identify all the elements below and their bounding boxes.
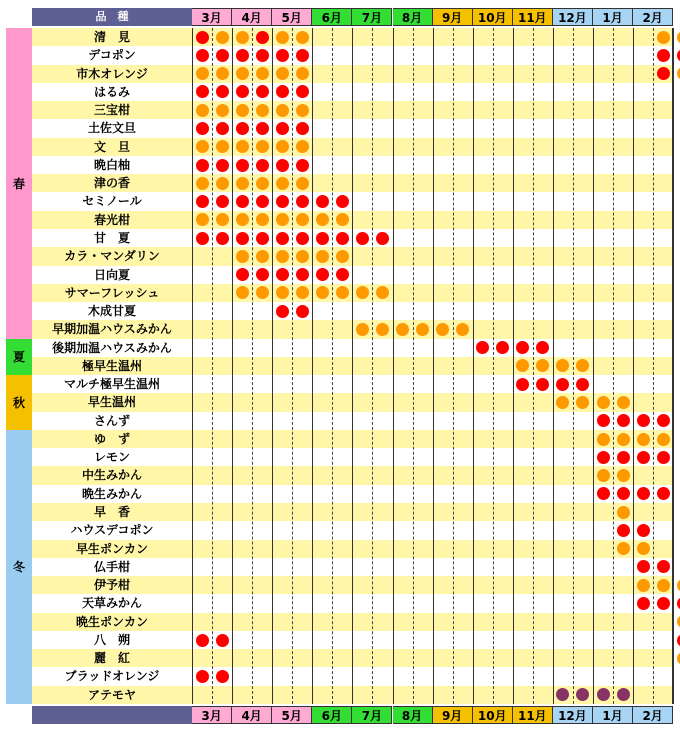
month-label: 6月 bbox=[312, 8, 352, 26]
variety-name: 仏手柑 bbox=[93, 559, 130, 574]
harvest-dot bbox=[276, 305, 289, 318]
harvest-dot bbox=[637, 542, 650, 555]
harvest-dot bbox=[256, 250, 269, 263]
variety-name: サマーフレッシュ bbox=[64, 285, 160, 300]
harvest-dot bbox=[637, 451, 650, 464]
grid-line bbox=[513, 28, 514, 704]
grid-line bbox=[573, 28, 574, 704]
harvest-dot bbox=[637, 579, 650, 592]
harvest-dot bbox=[196, 67, 209, 80]
variety-name: 中生みかん bbox=[81, 468, 142, 483]
harvest-dot bbox=[657, 487, 670, 500]
harvest-dot bbox=[336, 232, 349, 245]
grid-line bbox=[553, 28, 554, 704]
variety-name: 土佐文旦 bbox=[87, 121, 136, 136]
harvest-dot bbox=[416, 323, 429, 336]
harvest-dot bbox=[296, 104, 309, 117]
grid-line bbox=[673, 28, 674, 704]
season-label: 夏 bbox=[6, 339, 33, 376]
harvest-dot bbox=[256, 232, 269, 245]
harvest-dot bbox=[196, 195, 209, 208]
harvest-dot bbox=[356, 232, 369, 245]
grid-line bbox=[372, 28, 373, 704]
harvest-dot bbox=[216, 670, 229, 683]
harvest-dot bbox=[597, 414, 610, 427]
grid-line bbox=[413, 28, 414, 704]
harvest-dot bbox=[216, 195, 229, 208]
month-label: 11月 bbox=[513, 706, 553, 724]
harvest-dot bbox=[637, 524, 650, 537]
harvest-dot bbox=[296, 177, 309, 190]
harvest-dot bbox=[276, 195, 289, 208]
harvest-dot bbox=[657, 31, 670, 44]
harvest-dot bbox=[236, 213, 249, 226]
grid-line bbox=[252, 28, 253, 704]
variety-name: アテモヤ bbox=[87, 687, 136, 702]
grid-line bbox=[332, 28, 333, 704]
month-label: 10月 bbox=[473, 8, 513, 26]
harvest-dot bbox=[216, 213, 229, 226]
grid-line bbox=[473, 28, 474, 704]
variety-name: 甘 夏 bbox=[93, 230, 130, 245]
harvest-dot bbox=[296, 232, 309, 245]
harvest-dot bbox=[216, 67, 229, 80]
harvest-dot bbox=[236, 49, 249, 62]
harvest-dot bbox=[597, 451, 610, 464]
harvest-dot bbox=[216, 49, 229, 62]
month-label: 12月 bbox=[553, 8, 593, 26]
variety-name: マルチ極早生温州 bbox=[63, 377, 160, 392]
grid-line bbox=[613, 28, 614, 704]
harvest-dot bbox=[597, 688, 610, 701]
harvest-dot bbox=[637, 433, 650, 446]
grid-line bbox=[533, 28, 534, 704]
harvest-dot bbox=[617, 542, 630, 555]
harvest-dot bbox=[657, 433, 670, 446]
harvest-dot bbox=[256, 213, 269, 226]
harvest-dot bbox=[236, 268, 249, 281]
harvest-dot bbox=[637, 414, 650, 427]
grid-line bbox=[493, 28, 494, 704]
harvest-dot bbox=[276, 250, 289, 263]
harvest-dot bbox=[617, 433, 630, 446]
month-label: 1月 bbox=[593, 8, 633, 26]
month-label: 3月 bbox=[192, 706, 232, 724]
month-label: 12月 bbox=[553, 706, 593, 724]
harvest-dot bbox=[196, 177, 209, 190]
month-label: 2月 bbox=[633, 8, 673, 26]
harvest-dot bbox=[236, 31, 249, 44]
header-bar bbox=[32, 706, 192, 724]
month-label: 7月 bbox=[352, 706, 392, 724]
month-label: 1月 bbox=[593, 706, 633, 724]
variety-name: ハウスデコポン bbox=[70, 523, 154, 538]
variety-name: 後期加温ハウスみかん bbox=[52, 340, 172, 355]
harvest-dot bbox=[196, 232, 209, 245]
harvest-dot bbox=[236, 286, 249, 299]
header-title: 品 種 bbox=[95, 10, 129, 23]
harvest-dot bbox=[356, 323, 369, 336]
season-label: 春 bbox=[6, 28, 33, 339]
harvest-dot bbox=[276, 140, 289, 153]
harvest-dot bbox=[276, 213, 289, 226]
grid-line bbox=[653, 28, 654, 704]
harvest-dot bbox=[396, 323, 409, 336]
harvest-dot bbox=[336, 250, 349, 263]
grid-line bbox=[272, 28, 273, 704]
harvest-dot bbox=[196, 31, 209, 44]
grid-line bbox=[633, 28, 634, 704]
season-label: 冬 bbox=[6, 430, 33, 704]
harvest-dot bbox=[256, 67, 269, 80]
variety-name: 三宝柑 bbox=[93, 103, 130, 118]
grid-line bbox=[453, 28, 454, 704]
variety-name: 早 香 bbox=[93, 505, 130, 520]
harvest-dot bbox=[376, 232, 389, 245]
harvest-dot bbox=[336, 268, 349, 281]
harvest-dot bbox=[617, 396, 630, 409]
harvest-dot bbox=[236, 159, 249, 172]
variety-name: デコポン bbox=[88, 48, 136, 63]
harvest-dot bbox=[296, 268, 309, 281]
harvest-dot bbox=[196, 104, 209, 117]
month-label: 6月 bbox=[312, 706, 352, 724]
variety-name: 文 旦 bbox=[93, 139, 130, 154]
harvest-dot bbox=[236, 250, 249, 263]
harvest-dot bbox=[296, 159, 309, 172]
month-label: 11月 bbox=[513, 8, 553, 26]
harvest-dot bbox=[657, 414, 670, 427]
harvest-dot bbox=[376, 323, 389, 336]
variety-name: カラ・マンダリン bbox=[64, 249, 160, 264]
harvest-dot bbox=[196, 159, 209, 172]
month-label: 9月 bbox=[433, 8, 473, 26]
grid-line bbox=[292, 28, 293, 704]
variety-name: さんず bbox=[93, 413, 130, 428]
variety-name: 麗 紅 bbox=[93, 651, 130, 666]
harvest-dot bbox=[617, 451, 630, 464]
harvest-dot bbox=[296, 195, 309, 208]
harvest-dot bbox=[216, 140, 229, 153]
harvest-dot bbox=[196, 634, 209, 647]
harvest-dot bbox=[236, 232, 249, 245]
variety-name: 伊予柑 bbox=[93, 578, 130, 593]
month-label: 5月 bbox=[272, 706, 312, 724]
harvest-dot bbox=[296, 49, 309, 62]
harvest-dot bbox=[617, 688, 630, 701]
harvest-dot bbox=[316, 232, 329, 245]
variety-name: 晩生みかん bbox=[81, 486, 142, 501]
harvest-dot bbox=[336, 195, 349, 208]
harvest-dot bbox=[296, 122, 309, 135]
variety-name: 津の香 bbox=[93, 176, 130, 191]
variety-name: 天草みかん bbox=[81, 596, 142, 611]
harvest-dot bbox=[236, 140, 249, 153]
harvest-dot bbox=[296, 140, 309, 153]
grid-line bbox=[352, 28, 353, 704]
variety-name: ブラッドオレンジ bbox=[64, 669, 160, 684]
harvest-dot bbox=[657, 67, 670, 80]
harvest-dot bbox=[196, 670, 209, 683]
harvest-dot bbox=[256, 268, 269, 281]
grid-line bbox=[312, 28, 313, 704]
harvest-dot bbox=[216, 177, 229, 190]
harvest-dot bbox=[617, 506, 630, 519]
harvest-dot bbox=[617, 524, 630, 537]
harvest-dot bbox=[296, 67, 309, 80]
variety-name: 日向夏 bbox=[93, 267, 130, 282]
harvest-dot bbox=[256, 122, 269, 135]
harvest-dot bbox=[597, 469, 610, 482]
harvest-dot bbox=[236, 67, 249, 80]
harvest-dot bbox=[256, 195, 269, 208]
variety-name: はるみ bbox=[93, 84, 130, 99]
harvest-dot bbox=[256, 140, 269, 153]
variety-name: 木成甘夏 bbox=[87, 304, 136, 319]
harvest-dot bbox=[657, 597, 670, 610]
harvest-dot bbox=[216, 31, 229, 44]
harvest-dot bbox=[276, 31, 289, 44]
harvest-dot bbox=[276, 232, 289, 245]
harvest-dot bbox=[276, 177, 289, 190]
harvest-dot bbox=[316, 268, 329, 281]
harvest-dot bbox=[216, 232, 229, 245]
grid-line bbox=[433, 28, 434, 704]
variety-name: 市木オレンジ bbox=[76, 66, 148, 81]
harvest-dot bbox=[196, 213, 209, 226]
harvest-dot bbox=[216, 104, 229, 117]
variety-name: 春光柑 bbox=[93, 212, 130, 227]
harvest-dot bbox=[256, 104, 269, 117]
harvest-dot bbox=[296, 305, 309, 318]
variety-name: 晩白柚 bbox=[93, 157, 130, 172]
harvest-dot bbox=[236, 122, 249, 135]
grid-line bbox=[232, 28, 233, 704]
variety-name: 八 朔 bbox=[93, 632, 130, 647]
harvest-dot bbox=[216, 159, 229, 172]
harvest-dot bbox=[276, 67, 289, 80]
harvest-dot bbox=[216, 85, 229, 98]
harvest-dot bbox=[657, 451, 670, 464]
variety-name: 晩生ポンカン bbox=[75, 614, 148, 629]
harvest-dot bbox=[597, 487, 610, 500]
month-label: 8月 bbox=[393, 706, 433, 724]
harvest-dot bbox=[276, 122, 289, 135]
harvest-dot bbox=[196, 85, 209, 98]
month-label: 3月 bbox=[192, 8, 232, 26]
harvest-dot bbox=[196, 122, 209, 135]
harvest-dot bbox=[256, 177, 269, 190]
harvest-dot bbox=[276, 268, 289, 281]
variety-name: 早生温州 bbox=[87, 395, 136, 410]
month-label: 9月 bbox=[433, 706, 473, 724]
harvest-dot bbox=[436, 323, 449, 336]
month-label: 4月 bbox=[232, 8, 272, 26]
harvest-dot bbox=[256, 31, 269, 44]
harvest-dot bbox=[236, 177, 249, 190]
season-label: 秋 bbox=[6, 375, 33, 430]
harvest-dot bbox=[296, 31, 309, 44]
harvest-dot bbox=[597, 433, 610, 446]
grid-line bbox=[212, 28, 213, 704]
harvest-dot bbox=[276, 49, 289, 62]
month-label: 7月 bbox=[352, 8, 392, 26]
month-label: 2月 bbox=[633, 706, 673, 724]
harvest-dot bbox=[256, 159, 269, 172]
harvest-dot bbox=[597, 396, 610, 409]
harvest-dot bbox=[637, 597, 650, 610]
harvest-dot bbox=[216, 122, 229, 135]
month-label: 8月 bbox=[393, 8, 433, 26]
harvest-dot bbox=[617, 469, 630, 482]
variety-name: セミノール bbox=[82, 194, 142, 209]
harvest-dot bbox=[236, 195, 249, 208]
harvest-dot bbox=[236, 85, 249, 98]
harvest-dot bbox=[657, 49, 670, 62]
harvest-dot bbox=[256, 49, 269, 62]
month-label: 5月 bbox=[272, 8, 312, 26]
harvest-dot bbox=[316, 250, 329, 263]
harvest-dot bbox=[637, 487, 650, 500]
harvest-dot bbox=[657, 579, 670, 592]
harvest-dot bbox=[236, 104, 249, 117]
harvest-dot bbox=[296, 250, 309, 263]
variety-name: 早期加温ハウスみかん bbox=[52, 322, 172, 337]
harvest-dot bbox=[196, 49, 209, 62]
harvest-dot bbox=[516, 378, 529, 391]
grid-line bbox=[593, 28, 594, 704]
variety-name: 早生ポンカン bbox=[75, 541, 148, 556]
grid-right-edge bbox=[672, 28, 673, 704]
grid-line bbox=[192, 28, 193, 704]
harvest-dot bbox=[276, 159, 289, 172]
harvest-dot bbox=[316, 195, 329, 208]
harvest-dot bbox=[276, 104, 289, 117]
harvest-dot bbox=[617, 487, 630, 500]
month-label: 10月 bbox=[473, 706, 513, 724]
variety-name: レモン bbox=[93, 450, 130, 465]
variety-name: 極早生温州 bbox=[81, 358, 142, 373]
harvest-dot bbox=[196, 140, 209, 153]
grid-line bbox=[393, 28, 394, 704]
harvest-dot bbox=[216, 634, 229, 647]
month-label: 4月 bbox=[232, 706, 272, 724]
harvest-dot bbox=[617, 414, 630, 427]
variety-name: ゆ ず bbox=[93, 431, 130, 446]
variety-name: 清 見 bbox=[93, 30, 130, 44]
